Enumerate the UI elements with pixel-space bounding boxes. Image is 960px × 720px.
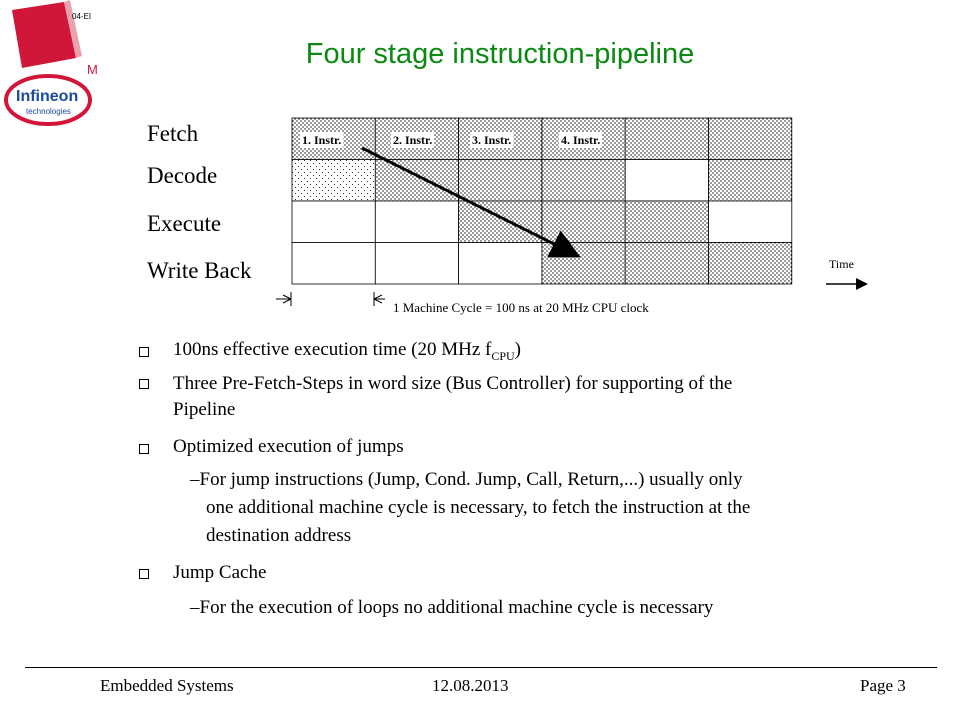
footer-date: 12.08.2013	[432, 676, 509, 695]
pipeline-grid	[292, 118, 792, 284]
pipeline-cell-r4-c3	[459, 243, 542, 285]
sub-jump-cache: –For the execution of loops no additional machine cycle is necessary	[190, 597, 714, 618]
pipeline-cell-r2-c3	[459, 160, 542, 202]
pipeline-cell-r2-c4	[542, 160, 625, 202]
stage-label-decode: Decode	[147, 163, 218, 188]
bullet-marker	[139, 347, 149, 357]
pipeline-cell-r3-c1	[292, 201, 375, 243]
logo-letter: M	[87, 62, 98, 77]
time-label: Time	[829, 257, 854, 271]
bullet-prefetch-line1: Three Pre-Fetch-Steps in word size (Bus Controller) for supporting of the	[173, 373, 733, 394]
pipeline-cell-r3-c4	[542, 201, 625, 243]
bullet-prefetch-line2: Pipeline	[173, 399, 236, 420]
cycle-bracket	[276, 292, 385, 306]
pipeline-cell-r1-c6	[709, 118, 792, 160]
machine-cycle-label: 1 Machine Cycle = 100 ns at 20 MHz CPU clock	[393, 300, 649, 315]
bullet-marker	[139, 569, 149, 579]
sub-jumps-line1: –For jump instructions (Jump, Cond. Jump, Call, Return,...) usually only	[190, 469, 743, 490]
pipeline-diagram	[270, 110, 910, 320]
pipeline-cell-r3-c3	[459, 201, 542, 243]
pipeline-cell-r4-c4	[542, 243, 625, 285]
page-title: Four stage instruction-pipeline	[305, 38, 695, 70]
fetch-cell-label-2: 2. Instr.	[393, 133, 433, 147]
pipeline-cell-r4-c2	[375, 243, 458, 285]
sub-jumps-line2: one additional machine cycle is necessary, to fetch the instruction at the	[206, 497, 751, 518]
pipeline-cell-r3-c6	[709, 201, 792, 243]
stage-label-execute: Execute	[147, 211, 222, 236]
pipeline-cell-r4-c6	[709, 243, 792, 285]
footer-divider	[25, 667, 937, 668]
pipeline-cell-r2-c1	[292, 160, 375, 202]
pipeline-cell-r1-c5	[625, 118, 708, 160]
bullet-marker	[139, 379, 149, 389]
pipeline-cell-r4-c5	[625, 243, 708, 285]
stage-label-write-back: Write Back	[147, 258, 252, 283]
pipeline-cell-r2-c5	[625, 160, 708, 202]
pipeline-cell-r3-c2	[375, 201, 458, 243]
sub-jumps-line3: destination address	[206, 525, 352, 546]
fetch-cell-label-3: 3. Instr.	[472, 133, 512, 147]
bullet-effective-time: 100ns effective execution time (20 MHz $f_{CPU}$)	[173, 339, 521, 363]
pipeline-cell-r3-c5	[625, 201, 708, 243]
infineon-tagline: technologies	[26, 107, 71, 116]
logo-top-mark: 04-EI	[72, 12, 92, 21]
bullet-marker	[139, 444, 149, 454]
bullet-jumps: Optimized execution of jumps	[173, 436, 404, 457]
infineon-name: Infineon	[16, 88, 79, 105]
stage-label-fetch: Fetch	[147, 121, 199, 146]
footer-course: Embedded Systems	[100, 676, 234, 695]
pipeline-cell-r2-c2	[375, 160, 458, 202]
pipeline-cell-r4-c1	[292, 243, 375, 285]
fetch-cell-label-4: 4. Instr.	[561, 133, 601, 147]
bullet-jump-cache: Jump Cache	[173, 562, 267, 583]
footer-page-number: Page 3	[860, 676, 906, 695]
pipeline-cell-r2-c6	[709, 160, 792, 202]
fetch-cell-label-1: 1. Instr.	[302, 133, 342, 147]
cpu-subscript: CPU	[491, 348, 515, 363]
